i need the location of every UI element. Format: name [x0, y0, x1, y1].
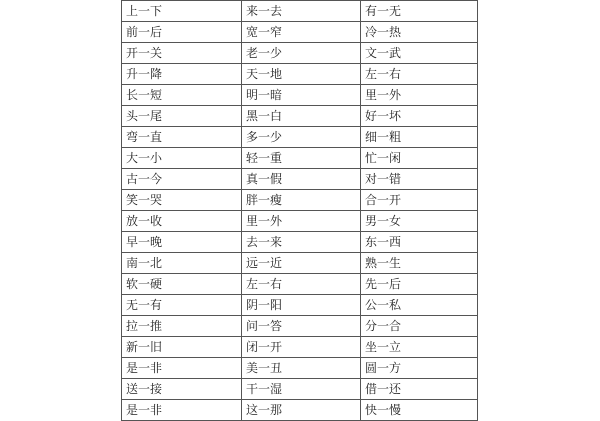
table-row: [122, 253, 478, 274]
table-cell: 细一粗: [361, 127, 478, 148]
table-row: [122, 337, 478, 358]
table-cell: 有一无: [361, 1, 478, 22]
table-cell: 去一来: [242, 232, 361, 253]
table-cell: 早一晚: [122, 232, 242, 253]
table-row: [122, 232, 478, 253]
table-row: [122, 127, 478, 148]
table-cell: 好一坏: [361, 106, 478, 127]
table-cell: 真一假: [242, 169, 361, 190]
table-cell: 大一小: [122, 148, 242, 169]
table-cell: 胖一瘦: [242, 190, 361, 211]
table-cell: 放一收: [122, 211, 242, 232]
table-cell: 黑一白: [242, 106, 361, 127]
table-cell: 明一暗: [242, 85, 361, 106]
table-cell: 文一武: [361, 43, 478, 64]
table-cell: 拉一推: [122, 316, 242, 337]
table-cell: 阴一阳: [242, 295, 361, 316]
table-cell: 宽一窄: [242, 22, 361, 43]
table-cell: 是一非: [122, 358, 242, 379]
table-cell: 来一去: [242, 1, 361, 22]
table-cell: 分一合: [361, 316, 478, 337]
antonym-pairs-table: [121, 0, 478, 421]
table-cell: 送一接: [122, 379, 242, 400]
table-cell: 快一慢: [361, 400, 478, 421]
table-cell: 问一答: [242, 316, 361, 337]
table-cell: 笑一哭: [122, 190, 242, 211]
table-row: [122, 190, 478, 211]
table-cell: 新一旧: [122, 337, 242, 358]
table-cell: 先一后: [361, 274, 478, 295]
table-cell: 弯一直: [122, 127, 242, 148]
table-cell: 开一关: [122, 43, 242, 64]
table-cell: 美一丑: [242, 358, 361, 379]
table-row: [122, 169, 478, 190]
table-cell: 头一尾: [122, 106, 242, 127]
table-row: [122, 148, 478, 169]
table-cell: 天一地: [242, 64, 361, 85]
table-cell: 轻一重: [242, 148, 361, 169]
table-cell: 升一降: [122, 64, 242, 85]
table-cell: 干一湿: [242, 379, 361, 400]
table-cell: 忙一闲: [361, 148, 478, 169]
table-row: [122, 106, 478, 127]
table-cell: 冷一热: [361, 22, 478, 43]
table-cell: 熟一生: [361, 253, 478, 274]
table-cell: 软一硬: [122, 274, 242, 295]
table-row: [122, 274, 478, 295]
table-row: [122, 211, 478, 232]
table-row: [122, 43, 478, 64]
table-cell: 对一错: [361, 169, 478, 190]
table-cell: 古一今: [122, 169, 242, 190]
table-cell: 左一右: [242, 274, 361, 295]
table-cell: 这一那: [242, 400, 361, 421]
table-cell: 男一女: [361, 211, 478, 232]
table-cell: 闭一开: [242, 337, 361, 358]
table-row: [122, 64, 478, 85]
table-cell: 老一少: [242, 43, 361, 64]
table-row: [122, 400, 478, 421]
table-cell: 前一后: [122, 22, 242, 43]
table-cell: 远一近: [242, 253, 361, 274]
table-row: [122, 1, 478, 22]
table-row: [122, 316, 478, 337]
table-cell: 是一非: [122, 400, 242, 421]
table-cell: 东一西: [361, 232, 478, 253]
table-row: [122, 22, 478, 43]
table-row: [122, 358, 478, 379]
table-cell: 南一北: [122, 253, 242, 274]
table-cell: 多一少: [242, 127, 361, 148]
table-cell: 里一外: [242, 211, 361, 232]
table-row: [122, 85, 478, 106]
table-cell: 上一下: [122, 1, 242, 22]
table-cell: 无一有: [122, 295, 242, 316]
table-cell: 圆一方: [361, 358, 478, 379]
table-cell: 合一开: [361, 190, 478, 211]
table-cell: 借一还: [361, 379, 478, 400]
table-row: [122, 379, 478, 400]
table-cell: 里一外: [361, 85, 478, 106]
table-row: [122, 295, 478, 316]
table-cell: 长一短: [122, 85, 242, 106]
table-body: [122, 1, 478, 421]
table-cell: 公一私: [361, 295, 478, 316]
table-cell: 坐一立: [361, 337, 478, 358]
table-cell: 左一右: [361, 64, 478, 85]
